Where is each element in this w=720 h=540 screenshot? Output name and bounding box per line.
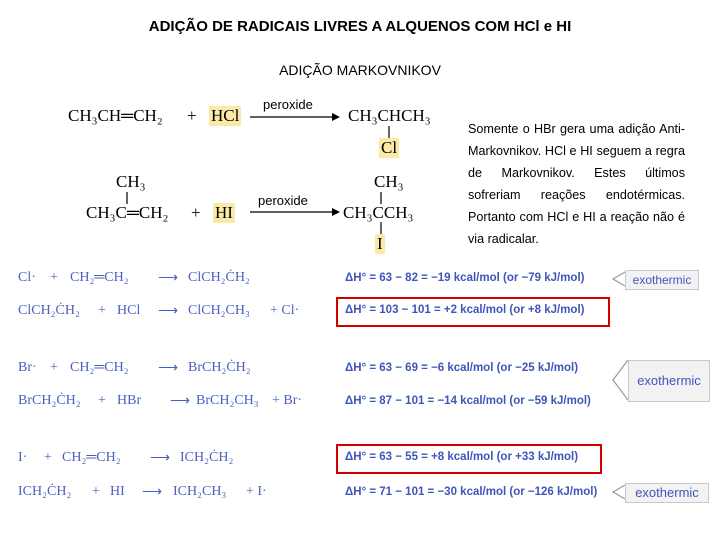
step-reactant: Cl· (18, 270, 36, 285)
step-product: ICH₂ĊH₂ (180, 450, 234, 465)
step-alkene: HI (110, 484, 125, 499)
step-reactant: I· (18, 450, 28, 465)
exothermic-callout: exothermic (628, 360, 710, 402)
step-arrow: ⟶ (158, 304, 179, 319)
r1-reactant: CH₃CH═CH₂ (68, 106, 163, 125)
step-op: + (44, 450, 52, 465)
step-product: ClCH₂CH₃ (188, 303, 250, 318)
step-arrow: ⟶ (150, 451, 171, 466)
step-product: ICH₂CH₃ (173, 484, 227, 499)
explanation-note: Somente o HBr gera uma adição Anti-Markovnikov. HCl e HI seguem a regra de Markovnikov. Estes últimos sofreriam reações endotérmicas. Portanto com HCl e HI a reação não é via radicalar. (468, 122, 685, 246)
step-product: BrCH₂CH₃ (196, 393, 259, 408)
r1-reagent: HCl (211, 106, 240, 125)
step-enthalpy: ΔH° = 63 − 82 = −19 kcal/mol (or −79 kJ/mol) (345, 272, 585, 284)
step-alkene: CH₂═CH₂ (70, 360, 129, 375)
exothermic-callout: exothermic (625, 483, 709, 503)
step-enthalpy: ΔH° = 63 − 69 = −6 kcal/mol (or −25 kJ/mol) (345, 362, 579, 374)
step-reactant: Br· (18, 360, 37, 375)
step-op: + (98, 303, 106, 318)
r2-condition: peroxide (258, 193, 308, 208)
step-arrow: ⟶ (158, 271, 179, 286)
r2-product-top: CH₃ (374, 172, 404, 191)
step-arrow: ⟶ (142, 485, 163, 500)
step-enthalpy: ΔH° = 87 − 101 = −14 kcal/mol (or −59 kJ/mol) (345, 395, 591, 407)
r2-product: CH₃CCH₃ (343, 203, 414, 222)
step-alkene: CH₂═CH₂ (70, 270, 129, 285)
r2-reactant: CH₃C═CH₂ (86, 203, 169, 222)
step-product: BrCH₂ĊH₂ (188, 360, 251, 375)
r2-substituent: I (377, 234, 383, 253)
step-reactant: ICH₂ĊH₂ (18, 484, 72, 499)
step-alkene: HCl (117, 303, 141, 318)
step-enthalpy: ΔH° = 63 − 55 = +8 kcal/mol (or +33 kJ/mol) (345, 451, 579, 463)
step-op: + (92, 484, 100, 499)
r1-plus: + (187, 106, 197, 125)
step-alkene: HBr (117, 393, 142, 408)
step-enthalpy: ΔH° = 71 − 101 = −30 kcal/mol (or −126 kJ/mol) (345, 486, 598, 498)
step-arrow: ⟶ (170, 394, 191, 409)
exothermic-callout: exothermic (625, 270, 699, 290)
r2-plus: + (191, 203, 201, 222)
r1-substituent: Cl (381, 138, 398, 157)
step-byproduct: + I· (246, 484, 267, 499)
slide-subtitle: ADIÇÃO MARKOVNIKOV (279, 62, 441, 78)
r1-condition: peroxide (263, 97, 313, 112)
step-reactant: BrCH₂ĊH₂ (18, 393, 81, 408)
step-byproduct: + Br· (272, 393, 303, 408)
step-enthalpy: ΔH° = 103 − 101 = +2 kcal/mol (or +8 kJ/mol) (345, 304, 585, 316)
step-alkene: CH₂═CH₂ (62, 450, 121, 465)
step-byproduct: + Cl· (270, 303, 300, 318)
step-arrow: ⟶ (158, 361, 179, 376)
r1-product: CH₃CHCH₃ (348, 106, 431, 125)
step-product: ClCH₂ĊH₂ (188, 270, 250, 285)
r2-reagent: HI (215, 203, 233, 222)
r2-top-group: CH₃ (116, 172, 146, 191)
step-op: + (98, 393, 106, 408)
step-reactant: ClCH₂ĊH₂ (18, 303, 80, 318)
step-op: + (50, 360, 58, 375)
step-op: + (50, 270, 58, 285)
slide-title: ADIÇÃO DE RADICAIS LIVRES A ALQUENOS COM HCl e HI (148, 18, 572, 35)
